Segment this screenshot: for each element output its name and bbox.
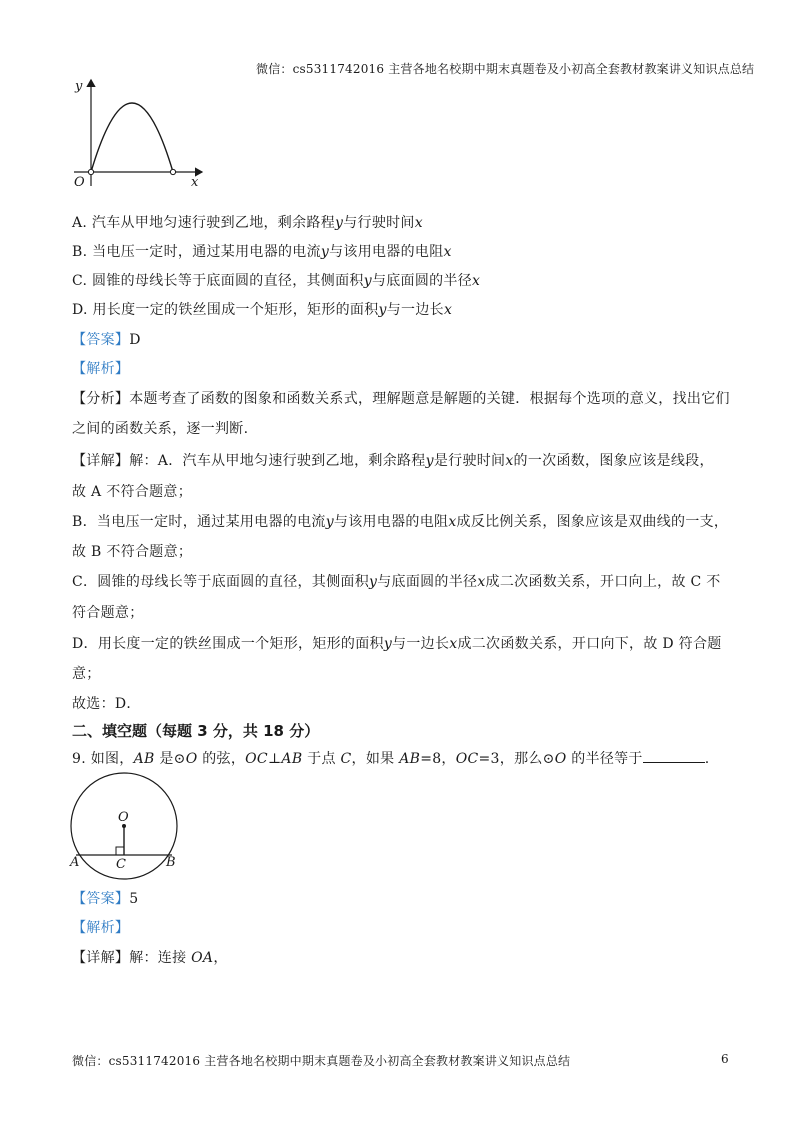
y-axis-label: y <box>75 79 83 94</box>
page-number: 6 <box>721 1052 729 1066</box>
q8-detail-line4: 故 B 不符合题意； <box>72 544 193 560</box>
label-o: O <box>118 810 129 825</box>
parabola-curve <box>91 103 173 172</box>
page-header: 微信：cs5311742016 主营各地名校期中期末真题卷及小初高全套教材教案讲义知识点总结 <box>256 62 755 76</box>
q8-fenxi-line1: 【分析】本题考查了函数的图象和函数关系式，理解题意是解题的关键．根据每个选项的意义，找出它们 <box>72 391 730 407</box>
q8-detail-line6: 符合题意； <box>72 605 144 621</box>
x-axis-label: x <box>191 175 199 190</box>
open-point-right <box>170 169 175 174</box>
section-title: 二、填空题（每题 3 分，共 18 分） <box>72 722 320 740</box>
q8-answer: 【答案】D <box>72 332 141 348</box>
page-footer: 微信：cs5311742016 主营各地名校期中期末真题卷及小初高全套教材教案讲义知识点总结 <box>72 1054 571 1068</box>
option-d: D. 用长度一定的铁丝围成一个矩形，矩形的面积y与一边长x <box>72 302 453 318</box>
option-a: A. 汽车从甲地匀速行驶到乙地，剩余路程y与行驶时间x <box>72 215 423 231</box>
q8-detail-line2: 故 A 不符合题意； <box>72 484 193 500</box>
option-b: B. 当电压一定时，通过某用电器的电流y与该用电器的电阻x <box>72 244 452 260</box>
q8-fenxi-line2: 之间的函数关系，逐一判断. <box>72 421 249 437</box>
q9-stem: 9. 如图，AB 是⊙O 的弦，OC⊥AB 于点 C，如果 AB=8，OC=3，那么⊙O 的半径等于 . <box>72 751 710 767</box>
option-c: C. 圆锥的母线长等于底面圆的直径，其侧面积y与底面圆的半径x <box>72 273 481 289</box>
q9-analysis-tag: 【解析】 <box>72 920 130 936</box>
origin-label: O <box>74 175 85 190</box>
q8-detail-line5: C．圆锥的母线长等于底面圆的直径，其侧面积y与底面圆的半径x成二次函数关系，开口向上，故 C 不 <box>72 574 721 590</box>
label-c: C <box>116 857 126 872</box>
q9-detail: 【详解】解：连接 OA， <box>72 950 228 966</box>
right-angle-mark <box>116 847 124 855</box>
q8-detail-line3: B．当电压一定时，通过某用电器的电流y与该用电器的电阻x成反比例关系，图象应该是双曲线的一支， <box>72 514 729 530</box>
label-a: A <box>70 855 80 870</box>
q8-analysis-tag: 【解析】 <box>72 361 130 377</box>
q8-detail-line7: D．用长度一定的铁丝围成一个矩形，矩形的面积y与一边长x成二次函数关系，开口向下，故 D 符合题 <box>72 636 722 652</box>
q8-conclusion: 故选：D． <box>72 696 141 712</box>
label-b: B <box>166 855 176 870</box>
parabola-graph <box>70 74 210 190</box>
circle-figure <box>66 770 186 880</box>
q9-answer: 【答案】5 <box>72 891 139 907</box>
open-point-origin <box>88 169 93 174</box>
answer-blank <box>643 750 705 763</box>
q8-detail-line1: 【详解】解：A．汽车从甲地匀速行驶到乙地，剩余路程y是行驶时间x的一次函数，图象应该是线段， <box>72 453 714 469</box>
q8-detail-line8: 意； <box>72 666 101 682</box>
